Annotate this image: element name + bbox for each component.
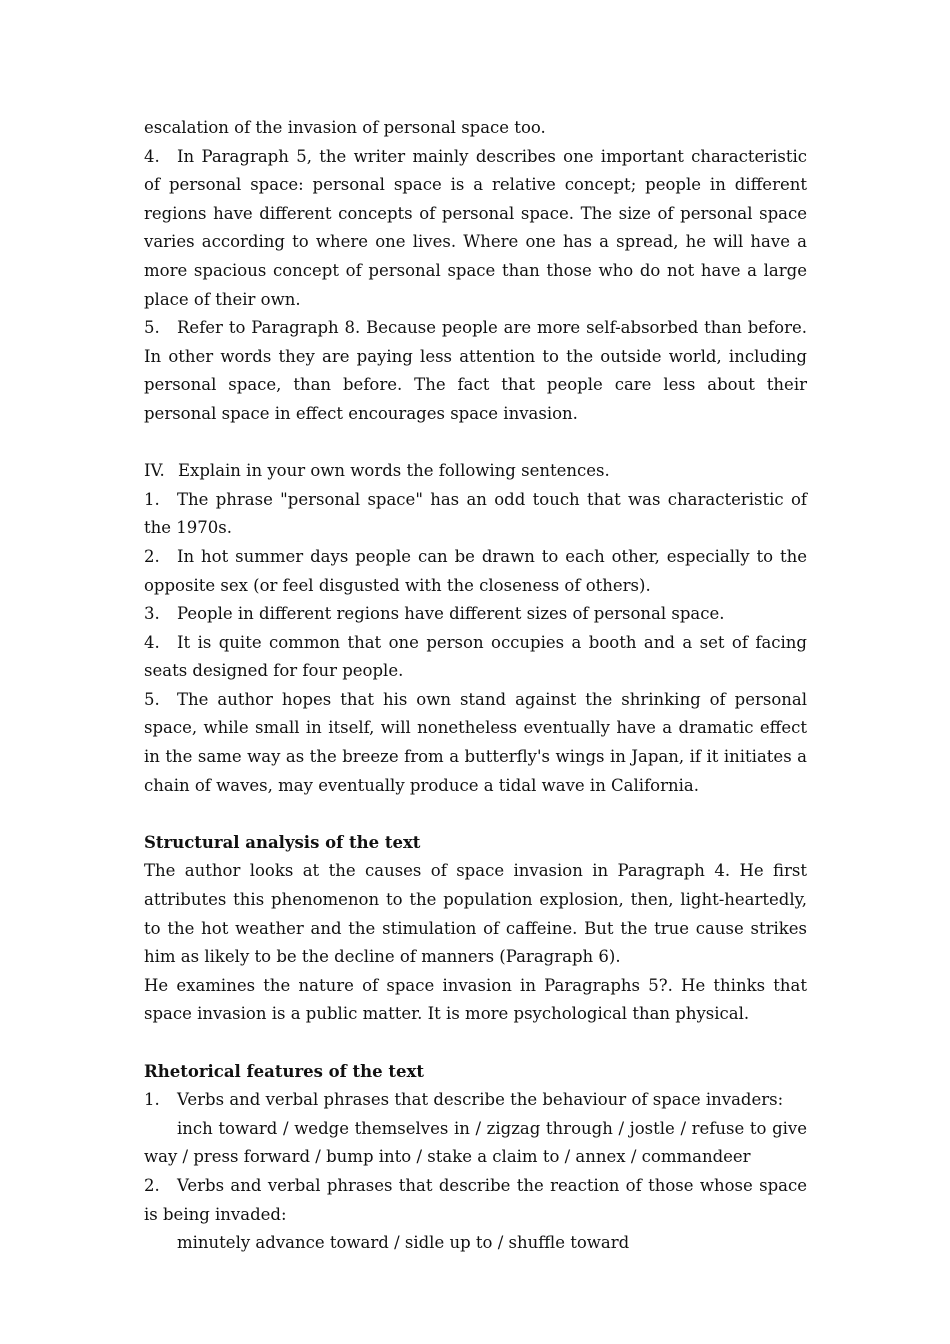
list-item <box>144 143 807 315</box>
section-number: IV. <box>144 461 165 481</box>
item-number: 2. <box>144 1175 160 1195</box>
section-title-text: Explain in your own words the following sentences. <box>178 461 610 481</box>
item-number: 2. <box>144 546 160 566</box>
list-item <box>144 1086 807 1115</box>
document-page <box>144 114 807 1258</box>
item-number: 1. <box>144 1090 160 1110</box>
rhetorical-heading: Rhetorical features of the text <box>144 1061 424 1081</box>
example-phrases <box>144 1115 807 1172</box>
section-title <box>144 457 807 486</box>
item-text: The author hopes that his own stand against the shrinking of personal space, while small in itself, will nonetheless eventually have a dramatic effect in the same way as the breeze from a butterfly's wings in Japan, if it initiates a chain of waves, may eventually produce a tidal wave in California. <box>144 689 807 795</box>
item-number: 4. <box>144 632 160 652</box>
structural-heading: Structural analysis of the text <box>144 832 421 852</box>
item-text: Verbs and verbal phrases that describe the reaction of those whose space is being invaded: <box>144 1175 807 1224</box>
list-item <box>144 1172 807 1229</box>
list-item <box>144 314 807 428</box>
example-phrases <box>144 1229 807 1258</box>
list-item <box>144 543 807 600</box>
structural-paragraph: The author looks at the causes of space invasion in Paragraph 4. He first attributes this phenomenon to the population explosion, then, light-heartedly, to the hot weather and the stimulation of caffeine. But the true cause strikes him as likely to be the decline of manners (Paragraph 6). <box>144 861 807 967</box>
item-number: 5. <box>144 318 160 338</box>
structural-paragraph: He examines the nature of space invasion in Paragraphs 5?. He thinks that space invasion is a public matter. It is more psychological than physical. <box>144 975 807 1024</box>
example-text: inch toward / wedge themselves in / zigzag through / jostle / refuse to give way / press forward / bump into / stake a claim to / annex / commandeer <box>144 1118 807 1167</box>
list-item <box>144 686 807 800</box>
item-text: In Paragraph 5, the writer mainly describes one important characteristic of personal space: personal space is a relative concept; people in different regions have different concepts of personal space. The size of personal space varies according to where one lives. Where one has a spread, he will have a more spacious concept of personal space than those who do not have a large place of their own. <box>144 146 807 309</box>
item-text: Verbs and verbal phrases that describe the behaviour of space invaders: <box>177 1090 784 1110</box>
item-number: 4. <box>144 146 160 166</box>
item-text: The phrase "personal space" has an odd touch that was characteristic of the 1970s. <box>144 489 807 538</box>
item-text: In hot summer days people can be drawn to each other, especially to the opposite sex (or feel disgusted with the closeness of others). <box>144 546 807 595</box>
list-item <box>144 600 807 629</box>
item-number: 5. <box>144 689 160 709</box>
item-number: 3. <box>144 604 160 624</box>
item-text: Refer to Paragraph 8. Because people are more self-absorbed than before. In other words they are paying less attention to the outside world, including personal space, than before. The fact that people care less about their personal space in effect encourages space invasion. <box>144 318 807 423</box>
item-number: 1. <box>144 489 160 509</box>
spacer <box>144 1029 807 1058</box>
example-text: minutely advance toward / sidle up to / shuffle toward <box>177 1233 630 1253</box>
spacer <box>144 429 807 458</box>
item-text: It is quite common that one person occupies a booth and a set of facing seats designed for four people. <box>144 632 807 681</box>
list-item <box>144 486 807 543</box>
continuation-text: escalation of the invasion of personal space too. <box>144 118 546 137</box>
spacer <box>144 800 807 829</box>
list-item <box>144 629 807 686</box>
item-text: People in different regions have different sizes of personal space. <box>177 604 725 624</box>
